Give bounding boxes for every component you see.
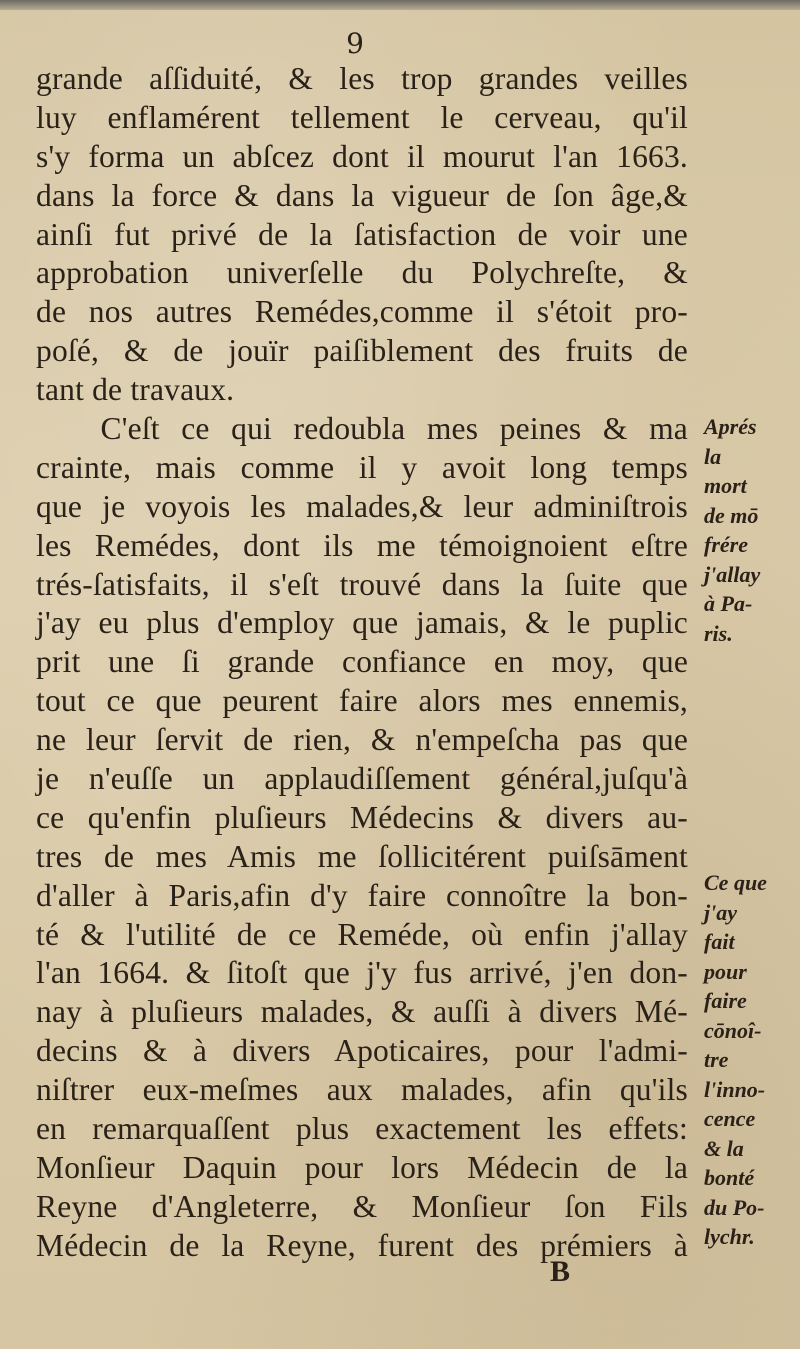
text-line-1: grande aſſiduité, & les trop grandes veilles	[36, 61, 688, 96]
margin-note-2-line: cōnoî-	[704, 1017, 762, 1043]
text-line-16: prit une ſi grande confiance en moy, que	[36, 644, 688, 680]
margin-note-2-line: faire	[704, 988, 747, 1013]
page-top-edge	[0, 0, 800, 10]
margin-note-1-line: à Pa-	[704, 591, 753, 616]
text-line-5: ainſi fut privé de la ſatisfaction de voir une	[36, 216, 688, 252]
margin-note-1-line: ris.	[704, 620, 733, 646]
margin-note-2-line: bonté	[704, 1165, 755, 1190]
text-line-30: Reyne d'Angleterre, & Monſieur ſon Fils	[36, 1188, 688, 1224]
margin-note-2-line: tre	[704, 1047, 729, 1072]
body-text	[36, 60, 688, 1266]
margin-note-2-line: pour	[704, 958, 747, 984]
margin-note-2-line: du Po-	[704, 1194, 765, 1220]
margin-note-what-i-did	[704, 868, 796, 1252]
text-line-13: les Remédes, dont ils me témoignoient eſtre	[36, 527, 688, 563]
text-line-31: Médecin de la Reyne, furent des prémiers à	[36, 1227, 688, 1263]
text-line-15: j'ay eu plus d'employ que jamais, & le puplic	[36, 605, 688, 641]
text-line-28: en remarquaſſent plus exactement les effets:	[36, 1111, 688, 1147]
margin-note-1-line: j'allay	[704, 561, 761, 587]
text-line-25: nay à pluſieurs malades, & auſſi à divers Mé-	[36, 994, 688, 1030]
text-line-7: de nos autres Remédes,comme il s'étoit pro-	[36, 294, 688, 330]
text-line-9: tant de travaux.	[36, 372, 235, 408]
text-line-19: je n'euſſe un applaudiſſement général,juſqu'à	[36, 761, 688, 797]
margin-note-2-line: j'ay	[704, 899, 737, 925]
text-line-4: dans la force & dans la vigueur de ſon âge,&	[36, 177, 688, 213]
text-line-11: crainte, mais comme il y avoit long temps	[36, 449, 688, 485]
margin-note-2-line: Ce que	[704, 870, 767, 895]
text-line-10: C'eſt ce qui redoubla mes peines & ma	[36, 411, 688, 447]
text-line-23: té & l'utilité de ce Reméde, où enfin j'allay	[36, 916, 688, 952]
text-line-24: l'an 1664. & ſitoſt que j'y fus arrivé, j'en don-	[36, 955, 688, 991]
margin-note-1-line: frére	[704, 532, 748, 557]
text-line-3: s'y forma un abſcez dont il mourut l'an 1663.	[36, 138, 688, 174]
text-line-29: Monſieur Daquin pour lors Médecin de la	[36, 1149, 688, 1185]
margin-note-2-line: & la	[704, 1135, 744, 1161]
text-line-18: ne leur ſervit de rien, & n'empeſcha pas que	[36, 722, 688, 758]
margin-note-after-brothers-death	[704, 412, 796, 648]
text-line-26: decins & à divers Apoticaires, pour l'admi-	[36, 1033, 688, 1069]
margin-note-1-line: la	[704, 443, 722, 469]
text-line-14: trés-ſatisfaits, il s'eſt trouvé dans la ſuite que	[36, 566, 688, 602]
margin-note-1-line: mort	[704, 473, 747, 498]
page-number: 9	[346, 27, 364, 60]
text-line-12: que je voyois les malades,& leur adminiſtrois	[36, 488, 688, 524]
text-line-8: poſé, & de jouïr paiſiblement des fruits de	[36, 333, 688, 369]
margin-note-2-line: cence	[704, 1106, 756, 1131]
margin-note-2-line: fait	[704, 929, 735, 954]
text-line-6: approbation univerſelle du Polychreſte, &	[36, 255, 688, 291]
text-line-22: d'aller à Paris,afin d'y faire connoître la bon-	[36, 877, 688, 913]
catchword: B	[550, 1255, 571, 1288]
text-line-27: niſtrer eux-meſmes aux malades, afin qu'ils	[36, 1072, 688, 1108]
margin-note-1-line: Aprés	[704, 414, 757, 439]
margin-note-2-line: lychr.	[704, 1224, 755, 1249]
margin-note-2-line: l'inno-	[704, 1076, 766, 1102]
text-line-20: ce qu'enfin pluſieurs Médecins & divers au-	[36, 799, 688, 835]
margin-note-1-line: de mō	[704, 502, 759, 528]
text-line-21: tres de mes Amis me ſollicitérent puiſsāment	[36, 838, 688, 874]
text-line-17: tout ce que peurent faire alors mes ennemis,	[36, 683, 688, 719]
text-line-2: luy enflamérent tellement le cerveau, qu'il	[36, 99, 688, 135]
